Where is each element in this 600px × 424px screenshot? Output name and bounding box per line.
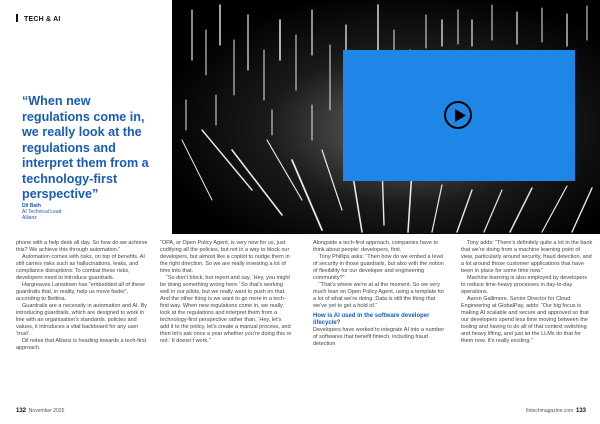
article-column-1 <box>16 240 148 352</box>
article-column-4 <box>461 240 593 345</box>
play-button[interactable] <box>444 101 472 129</box>
paragraph: Alongside a tech-first approach, companies have to think about people: developers, first. <box>313 240 439 253</box>
quote-author <box>22 203 61 221</box>
author-name: Dil Bath <box>22 203 41 209</box>
paragraph: Hargreaves Lansdown has “embedded all of these guardrails that, in reality, help us move faster”, according to Bettina. <box>16 282 145 302</box>
paragraph: phone with a help desk all day. So how do we achieve this? We achieve this through automation.” <box>16 240 148 253</box>
paragraph: Automation comes with risks, on top of benefits. AI still carries risks such as hallucinations, leaks, and compliance disruptions. To combat these risks, developers need to introduce guardrails. <box>16 254 145 281</box>
article-column-3 <box>313 240 445 348</box>
paragraph: Developers have worked to integrate AI into a number of softwares that benefit fintech, including fraud detection <box>313 327 445 347</box>
footer-right <box>526 408 586 414</box>
pull-quote: “When new regulations come in, we really look at the regulations and interpret them from a technology-first perspective” <box>22 94 149 201</box>
video-player[interactable] <box>343 50 575 181</box>
paragraph: “OPA, or Open Policy Agent, is very new for us, just codifying all the policies, but not in a way to block our developers, but almost like a copilot to nudge them in the right direction. So we are really investing a lot of time into that. <box>160 240 290 274</box>
author-role: AI Technical Lead <box>22 209 62 215</box>
paragraph: “That’s where we’re at at the moment. So we very much lean on Open Policy Agent, using a template for a lot of what we’re doing. Data is still the thing that we’ve yet to get a hold of.” <box>313 282 445 309</box>
site-url: fintechmagazine.com <box>525 408 574 414</box>
paragraph: Tony adds: “There’s definitely quite a lot in the bank that we’re doing from a machine learning point of view, particularly around security, fraud detection, and a lot around those customer applications that have been in place for some time now.” <box>461 240 593 274</box>
footer-left <box>16 408 64 414</box>
paragraph: Aaron Gallimore, Senior Director for Cloud Engineering at GlobalPay, adds: “Our big focus is making AI scalable and secure and approved so that our developers spend less time moving between the tooling and having to do all of that context switching and heavy lifting, and just let the LLMs do that for them now. It’s really exciting.” <box>461 296 589 344</box>
paragraph: Machine learning is also employed by developers to reduce time-heavy processes in day-to-day operations. <box>461 275 588 295</box>
author-company: Allianz <box>22 215 37 221</box>
paragraph: “So don’t block, but report and say, ‘Hey, you might be doing something wrong here.’ So that’s working well in our pilots, but we really want to push on that. And the other thing is we want to go more in a tech-first way. When new regulations come in, we really look at the regulations and interpret them from a technology-first perspective rather than, ‘Hey, let’s add it to the policy, let’s create a manual process, and then let’s ask once a year whether you’re doing this or not.’ It doesn’t work.” <box>160 275 292 344</box>
paragraph: Tony Phillips asks: “Then how do we embed a level of security in those guardrails, but also with the notion of flexibility for our developer and engineering community?” <box>313 254 444 281</box>
play-icon <box>454 109 466 122</box>
page-number-right: 133 <box>575 408 586 414</box>
article-column-2 <box>160 240 292 345</box>
section-tag: TECH & AI <box>16 14 61 23</box>
subheading: How is AI used in the software developer lifecycle? <box>313 313 430 326</box>
issue-date: November 2025 <box>28 408 65 414</box>
paragraph: Dil notes that Allianz is heading towards a tech-first approach. <box>16 338 147 351</box>
paragraph: Guardrails are a necessity in automation and AI. By introducing guardrails, which are designed to work in line with an organisation’s standards, policies and values, it introduces a vital backboard for any user ‘trust’. <box>16 303 148 337</box>
page-number-left: 132 <box>16 408 27 414</box>
